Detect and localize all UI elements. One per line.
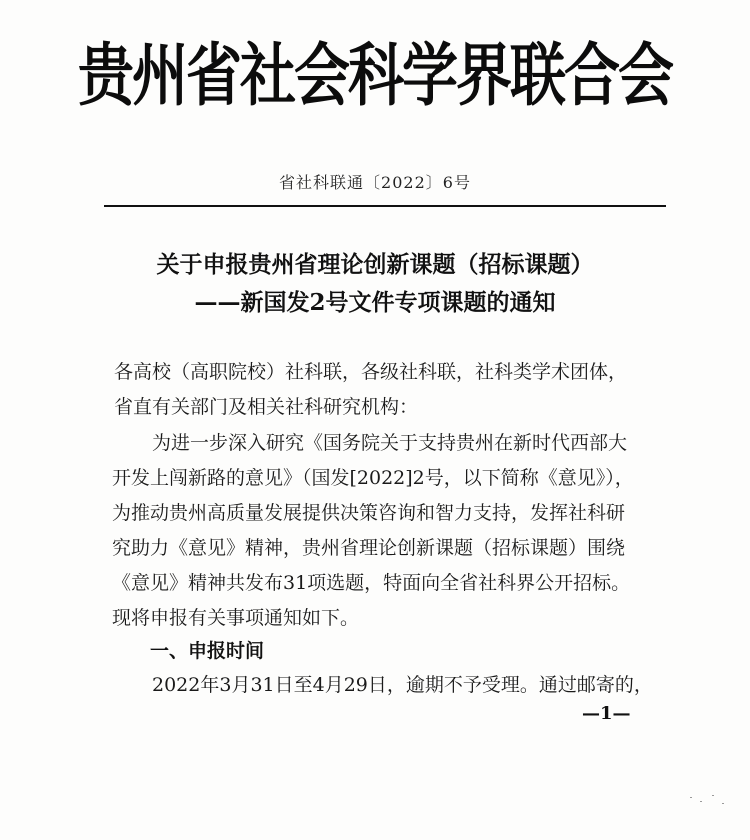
- paragraph-1-line-1: 为进一步深入研究《国务院关于支持贵州在新时代西部大: [152, 432, 628, 454]
- masthead-title: 贵州省社会科学界联合会: [78, 35, 672, 116]
- paragraph-1-line-5: 《意见》精神共发布31项选题，特面向全省社科界公开招标。: [112, 572, 631, 594]
- page-number: —1—: [582, 703, 631, 724]
- notice-title-line-1: 关于申报贵州省理论创新课题（招标课题）: [156, 251, 594, 278]
- scan-speck: [700, 801, 702, 802]
- header-divider: [104, 205, 666, 207]
- scan-speck: [722, 803, 724, 804]
- notice-title-line-2: ——新国发2号文件专项课题的通知: [194, 289, 556, 316]
- document-number: 省社科联通〔2022〕6号: [279, 173, 471, 192]
- addressee-line-1: 各高校（高职院校）社科联，各级社科联，社科类学术团体，: [114, 361, 628, 383]
- paragraph-1-line-6: 现将申报有关事项通知如下。: [112, 607, 360, 629]
- section-1-heading: 一、申报时间: [150, 640, 265, 662]
- section-1-line-1: 2022年3月31日至4月29日，逾期不予受理。通过邮寄的，: [152, 674, 653, 696]
- scan-speck: [690, 797, 692, 798]
- paragraph-1-line-4: 究助力《意见》精神，贵州省理论创新课题（招标课题）围绕: [112, 537, 626, 559]
- paragraph-1-line-3: 为推动贵州高质量发展提供决策咨询和智力支持，发挥社科研: [112, 502, 626, 524]
- paragraph-1-line-2: 开发上闯新路的意见》（国发[2022]2号，以下简称《意见》），: [112, 467, 634, 489]
- scan-speck: [712, 795, 714, 796]
- addressee-line-2: 省直有关部门及相关社科研究机构：: [114, 396, 419, 418]
